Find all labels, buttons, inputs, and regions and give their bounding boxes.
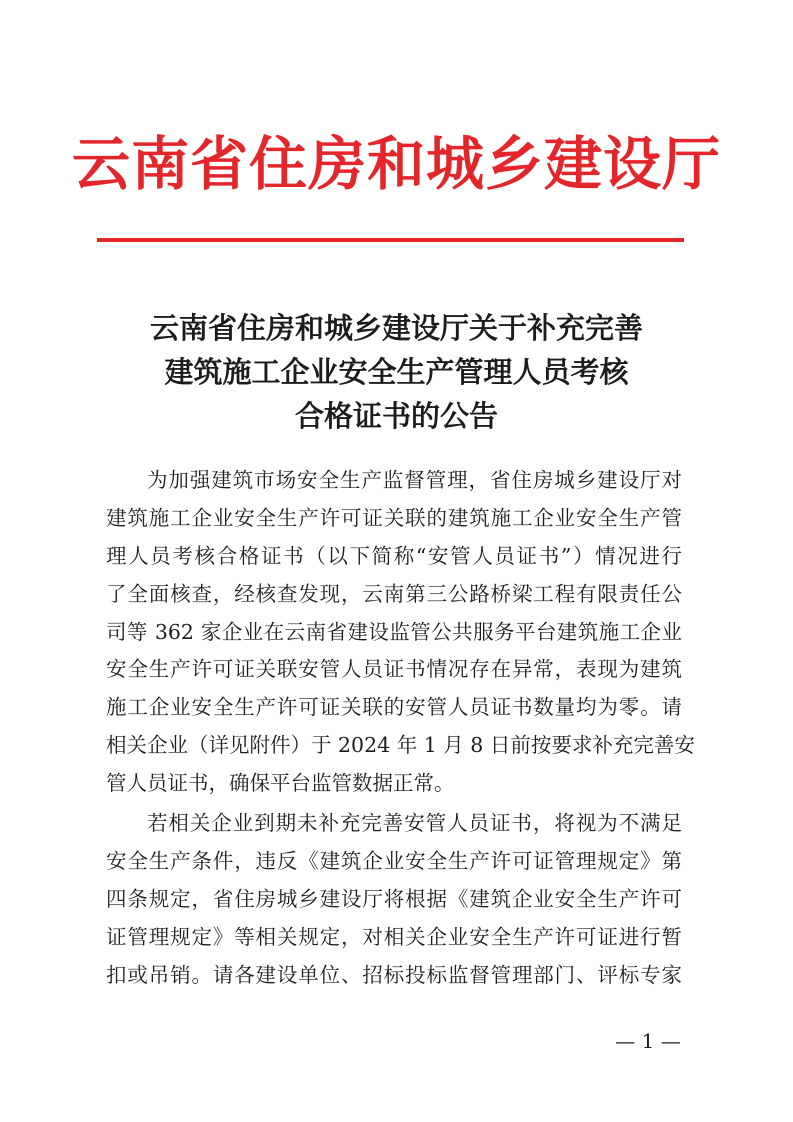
document-body	[106, 462, 695, 994]
title-line: 建筑施工企业安全生产管理人员考核	[164, 355, 629, 389]
body-line: 建筑施工企业安全生产许可证关联的建筑施工企业安全生产管	[106, 505, 682, 530]
body-line: 司等 362 家企业在云南省建设监管公共服务平台建筑施工企业	[106, 619, 682, 644]
body-line: 安全生产条件，违反《建筑企业安全生产许可证管理规定》第	[106, 848, 682, 873]
body-paragraph-1	[106, 462, 695, 803]
body-line: 了全面核查，经核查发现，云南第三公路桥梁工程有限责任公	[106, 581, 682, 606]
body-paragraph-2	[106, 805, 682, 994]
title-line: 云南省住房和城乡建设厅关于补充完善	[149, 311, 643, 345]
body-line: 理人员考核合格证书（以下简称“安管人员证书”）情况进行	[106, 543, 682, 568]
title-line: 合格证书的公告	[294, 399, 498, 433]
page-number: — 1 —	[615, 1029, 681, 1053]
body-line: 扣或吊销。请各建设单位、招标投标监督管理部门、评标专家	[106, 962, 682, 987]
document-title	[0, 306, 793, 438]
body-line: 相关企业（详见附件）于 2024 年 1 月 8 日前按要求补充完善安	[106, 733, 695, 758]
body-line: 为加强建筑市场安全生产监督管理，省住房城乡建设厅对	[147, 468, 682, 492]
body-line: 施工企业安全生产许可证关联的安管人员证书数量均为零。请	[106, 695, 682, 720]
issuing-authority-header: 云南省住房和城乡建设厅	[71, 130, 721, 198]
body-line: 若相关企业到期未补充完善安管人员证书，将视为不满足	[147, 811, 682, 836]
body-line: 管人员证书，确保平台监管数据正常。	[106, 771, 455, 796]
body-line: 四条规定，省住房城乡建设厅将根据《建筑企业安全生产许可	[106, 886, 682, 911]
red-header-rule	[97, 238, 684, 242]
body-line: 安全生产许可证关联安管人员证书情况存在异常，表现为建筑	[106, 657, 682, 682]
body-line: 证管理规定》等相关规定，对相关企业安全生产许可证进行暂	[106, 924, 682, 949]
